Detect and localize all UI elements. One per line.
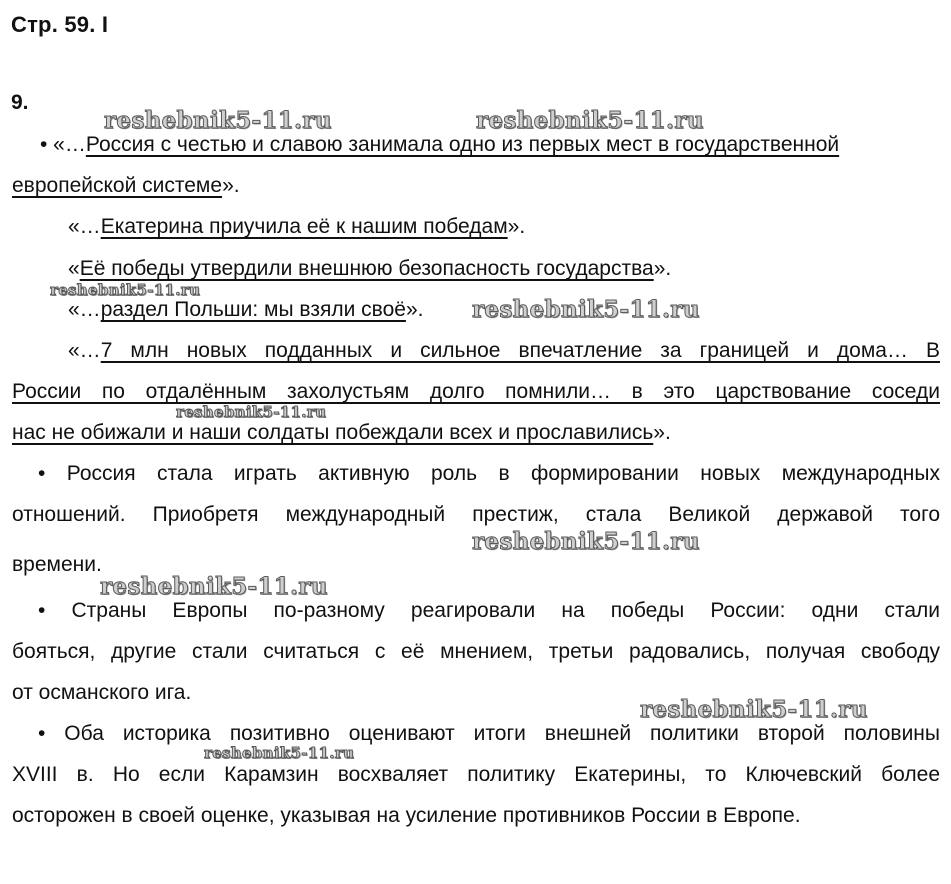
quote-5-text-line-2: России по отдалённым захолустьям долго помнили… в это царствование соседи: [12, 380, 940, 403]
watermark: reshebnik5-11.ru: [472, 528, 700, 555]
paragraph-3-line-2: XVIII в. Но если Карамзин восхваляет политику Екатерины, то Ключевский более: [12, 763, 940, 786]
watermark: reshebnik5-11.ru: [204, 744, 355, 762]
quote-4-prefix: «…: [68, 298, 101, 321]
quote-4-text: раздел Польши: мы взяли своё: [100, 298, 406, 321]
paragraph-1-line-2: отношений. Приобретя международный престиж, стала Великой державой того: [12, 503, 940, 526]
quote-3: [68, 256, 671, 282]
quote-1-line-2: [12, 173, 240, 199]
paragraph-1-line-1: • Россия стала играть активную роль в формировании новых международных: [38, 462, 940, 485]
quote-5-text-line-3: нас не обижали и наши солдаты побеждали всех и прославились: [12, 421, 654, 444]
watermark: reshebnik5-11.ru: [104, 107, 332, 134]
quote-1-prefix: • «…: [40, 133, 86, 156]
quote-1-text-line-2: европейской системе: [12, 174, 223, 197]
watermark: reshebnik5-11.ru: [472, 296, 700, 323]
quote-5-line-3: [12, 420, 671, 446]
quote-1-text-line-1: Россия с честью и славою занимала одно из первых мест в государственной: [85, 133, 840, 156]
quote-5-line-2: [12, 379, 940, 405]
quote-2-text: Екатерина приучила её к нашим победам: [100, 215, 508, 238]
quote-4: [68, 297, 423, 323]
quote-3-suffix: ».: [653, 257, 672, 280]
paragraph-2-line-3: от османского ига.: [12, 681, 192, 704]
page-header: Стр. 59. I: [11, 12, 109, 37]
quote-5-text-line-1: 7 млн новых подданных и сильное впечатление за границей и дома… В: [100, 339, 940, 362]
quote-4-suffix: ».: [405, 298, 424, 321]
quote-5-prefix: «…: [68, 339, 101, 362]
watermark: reshebnik5-11.ru: [476, 107, 704, 134]
watermark: reshebnik5-11.ru: [640, 696, 868, 723]
quote-2-suffix: ».: [507, 215, 526, 238]
quote-5-suffix: ».: [653, 421, 671, 444]
quote-3-text: Её победы утвердили внешнюю безопасность государства: [79, 257, 654, 280]
quote-2-prefix: «…: [68, 215, 101, 238]
quote-1-suffix: ».: [222, 174, 240, 197]
quote-1-line-1: [40, 132, 839, 158]
quote-2: [68, 214, 525, 240]
watermark: reshebnik5-11.ru: [100, 573, 328, 600]
quote-3-prefix: «: [68, 257, 80, 280]
task-number: 9.: [11, 91, 29, 114]
paragraph-3-line-3: осторожен в своей оценке, указывая на усиление противников России в Европе.: [12, 804, 801, 827]
watermark: reshebnik5-11.ru: [176, 403, 327, 421]
paragraph-2-line-2: бояться, другие стали считаться с её мнением, третьи радовались, получая свободу: [12, 640, 940, 663]
quote-5-line-1: [68, 338, 940, 364]
paragraph-3-line-1: • Оба историка позитивно оценивают итоги внешней политики второй половины: [38, 722, 940, 745]
paragraph-1-line-3: времени.: [12, 553, 102, 576]
paragraph-2-line-1: • Страны Европы по-разному реагировали на победы России: одни стали: [38, 599, 940, 622]
watermark: reshebnik5-11.ru: [50, 281, 201, 299]
